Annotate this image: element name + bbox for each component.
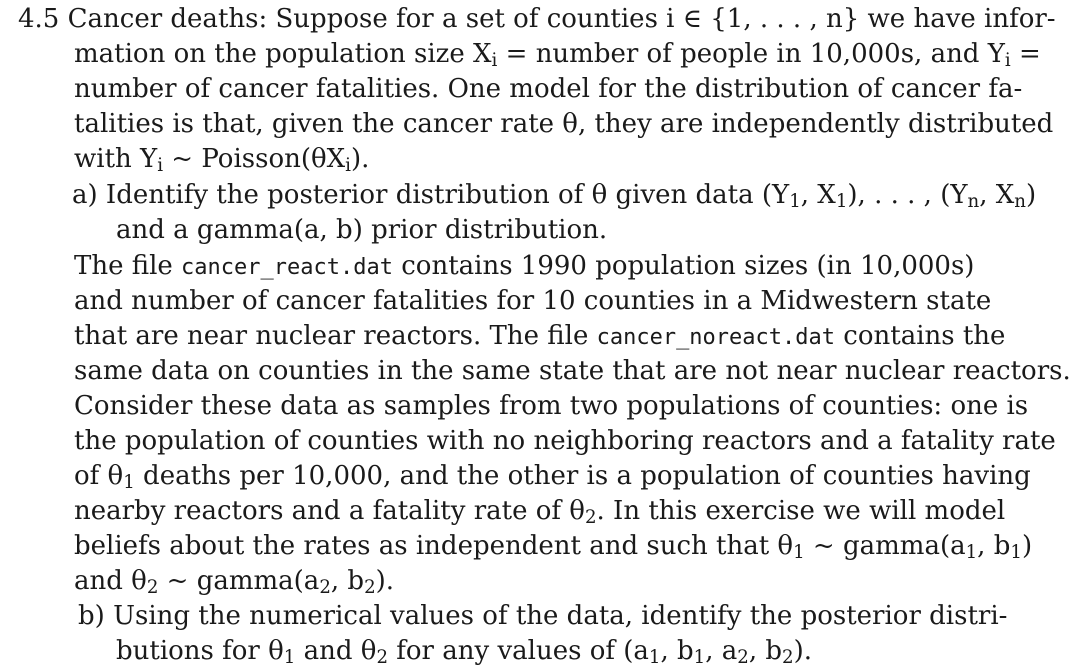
para-text: and number of cancer fatalities for 10 counties in a Midwestern state — [74, 286, 992, 316]
part-a-text-1e: ) — [1026, 180, 1037, 210]
part-a-text-1d: , X — [979, 180, 1015, 210]
problem-line-4 — [74, 107, 1053, 141]
filename-noreact: cancer_noreact.dat — [596, 325, 836, 350]
para-text: of θ — [74, 461, 124, 491]
para-text: , b — [977, 531, 1011, 561]
subscript: 2 — [782, 647, 794, 668]
para-line-4 — [74, 354, 1071, 388]
part-b-text: ). — [793, 636, 813, 666]
subscript: n — [1014, 191, 1026, 212]
part-b-label: b) — [78, 601, 105, 631]
para-text: ~ gamma(a — [158, 566, 320, 596]
para-line-1 — [74, 249, 974, 285]
para-text: The file — [74, 251, 182, 281]
subscript: 1 — [1010, 542, 1022, 563]
part-a-line-2 — [116, 213, 607, 247]
subscript: 1 — [965, 542, 978, 563]
para-line-8 — [74, 494, 1005, 528]
problem-line-1 — [18, 2, 1056, 36]
subscript: 1 — [123, 472, 135, 493]
subscript: 2 — [376, 647, 389, 668]
para-text: ). — [375, 566, 395, 596]
part-b-text: and θ — [295, 636, 377, 666]
subscript: 1 — [793, 542, 805, 563]
problem-line-5 — [74, 142, 369, 176]
subscript: i — [157, 155, 164, 176]
para-text: that are near nuclear reactors. The file — [74, 321, 597, 351]
part-a-line-1 — [72, 178, 1036, 212]
subscript: 1 — [789, 191, 801, 212]
para-line-10 — [74, 564, 394, 598]
para-text: deaths per 10,000, and the other is a population of counties having — [134, 461, 1031, 491]
problem-text-1: Suppose for a set of counties i ∈ {1, . . . , n} we have infor- — [275, 4, 1056, 34]
part-b-line-1 — [78, 599, 1007, 633]
part-b-text: butions for θ — [116, 636, 284, 666]
part-b-text-1: Using the numerical values of the data, identify the posterior distri- — [113, 601, 1008, 631]
part-a-label: a) — [72, 180, 98, 210]
subscript: 1 — [835, 191, 848, 212]
para-text: ) — [1021, 531, 1033, 561]
para-text: nearby reactors and a fatality rate of θ — [74, 496, 585, 526]
subscript: 2 — [584, 507, 597, 528]
para-text: contains the — [835, 321, 1006, 351]
filename-react: cancer_react.dat — [181, 255, 393, 280]
part-a-text-1: Identify the posterior distribution of θ given data (Y — [105, 180, 790, 210]
part-b-text: , a — [705, 636, 738, 666]
para-line-5 — [74, 389, 1028, 423]
part-b-line-2 — [116, 634, 812, 668]
problem-text-2c: = — [1018, 39, 1041, 69]
para-line-3 — [74, 319, 1005, 355]
subscript: 2 — [364, 577, 376, 598]
problem-text-2b: = number of people in 10,000s, and Y — [505, 39, 1005, 69]
problem-line-2 — [74, 37, 1041, 71]
para-text: ~ gamma(a — [804, 531, 966, 561]
problem-text-5c: ). — [350, 144, 370, 174]
problem-text-5b: ~ Poisson(θX — [171, 144, 346, 174]
subscript: 2 — [737, 647, 749, 668]
subscript: n — [967, 191, 980, 212]
subscript: i — [491, 50, 498, 71]
para-text: the population of counties with no neighboring reactors and a fatality rate — [74, 426, 1056, 456]
part-a-text-1b: , X — [800, 180, 836, 210]
para-text: contains 1990 population sizes (in 10,000s) — [392, 251, 975, 281]
para-line-7 — [74, 459, 1031, 493]
problem-number: 4.5 — [18, 4, 60, 34]
problem-text-2a: mation on the population size X — [74, 39, 492, 69]
subscript: i — [345, 155, 351, 176]
para-line-2 — [74, 284, 991, 318]
para-text: Consider these data as samples from two populations of counties: one is — [74, 391, 1029, 421]
problem-line-3 — [74, 72, 1022, 106]
para-text: same data on counties in the same state that are not near nuclear reactors. — [74, 356, 1071, 386]
problem-text-3: number of cancer fatalities. One model for the distribution of cancer fa- — [74, 74, 1023, 104]
problem-title: Cancer deaths: — [67, 4, 268, 34]
problem-text-5a: with Y — [74, 144, 158, 174]
part-b-text: , b — [748, 636, 783, 666]
para-text: and θ — [74, 566, 147, 596]
part-b-text: , b — [660, 636, 694, 666]
part-b-text: for any values of (a — [388, 636, 649, 666]
subscript: i — [1004, 50, 1011, 71]
part-a-text-2: and a gamma(a, b) prior distribution. — [116, 215, 608, 245]
para-line-6 — [74, 424, 1056, 458]
subscript: 1 — [648, 647, 661, 668]
subscript: 2 — [319, 577, 331, 598]
subscript: 1 — [283, 647, 296, 668]
subscript: 2 — [146, 577, 159, 598]
part-a-text-1c: ), . . . , (Y — [847, 180, 968, 210]
para-text: , b — [330, 566, 365, 596]
subscript: 1 — [693, 647, 706, 668]
problem-text-4: talities is that, given the cancer rate θ, they are independently distributed — [74, 109, 1054, 139]
para-line-9 — [74, 529, 1032, 563]
para-text: . In this exercise we will model — [596, 496, 1006, 526]
para-text: beliefs about the rates as independent and such that θ — [74, 531, 794, 561]
